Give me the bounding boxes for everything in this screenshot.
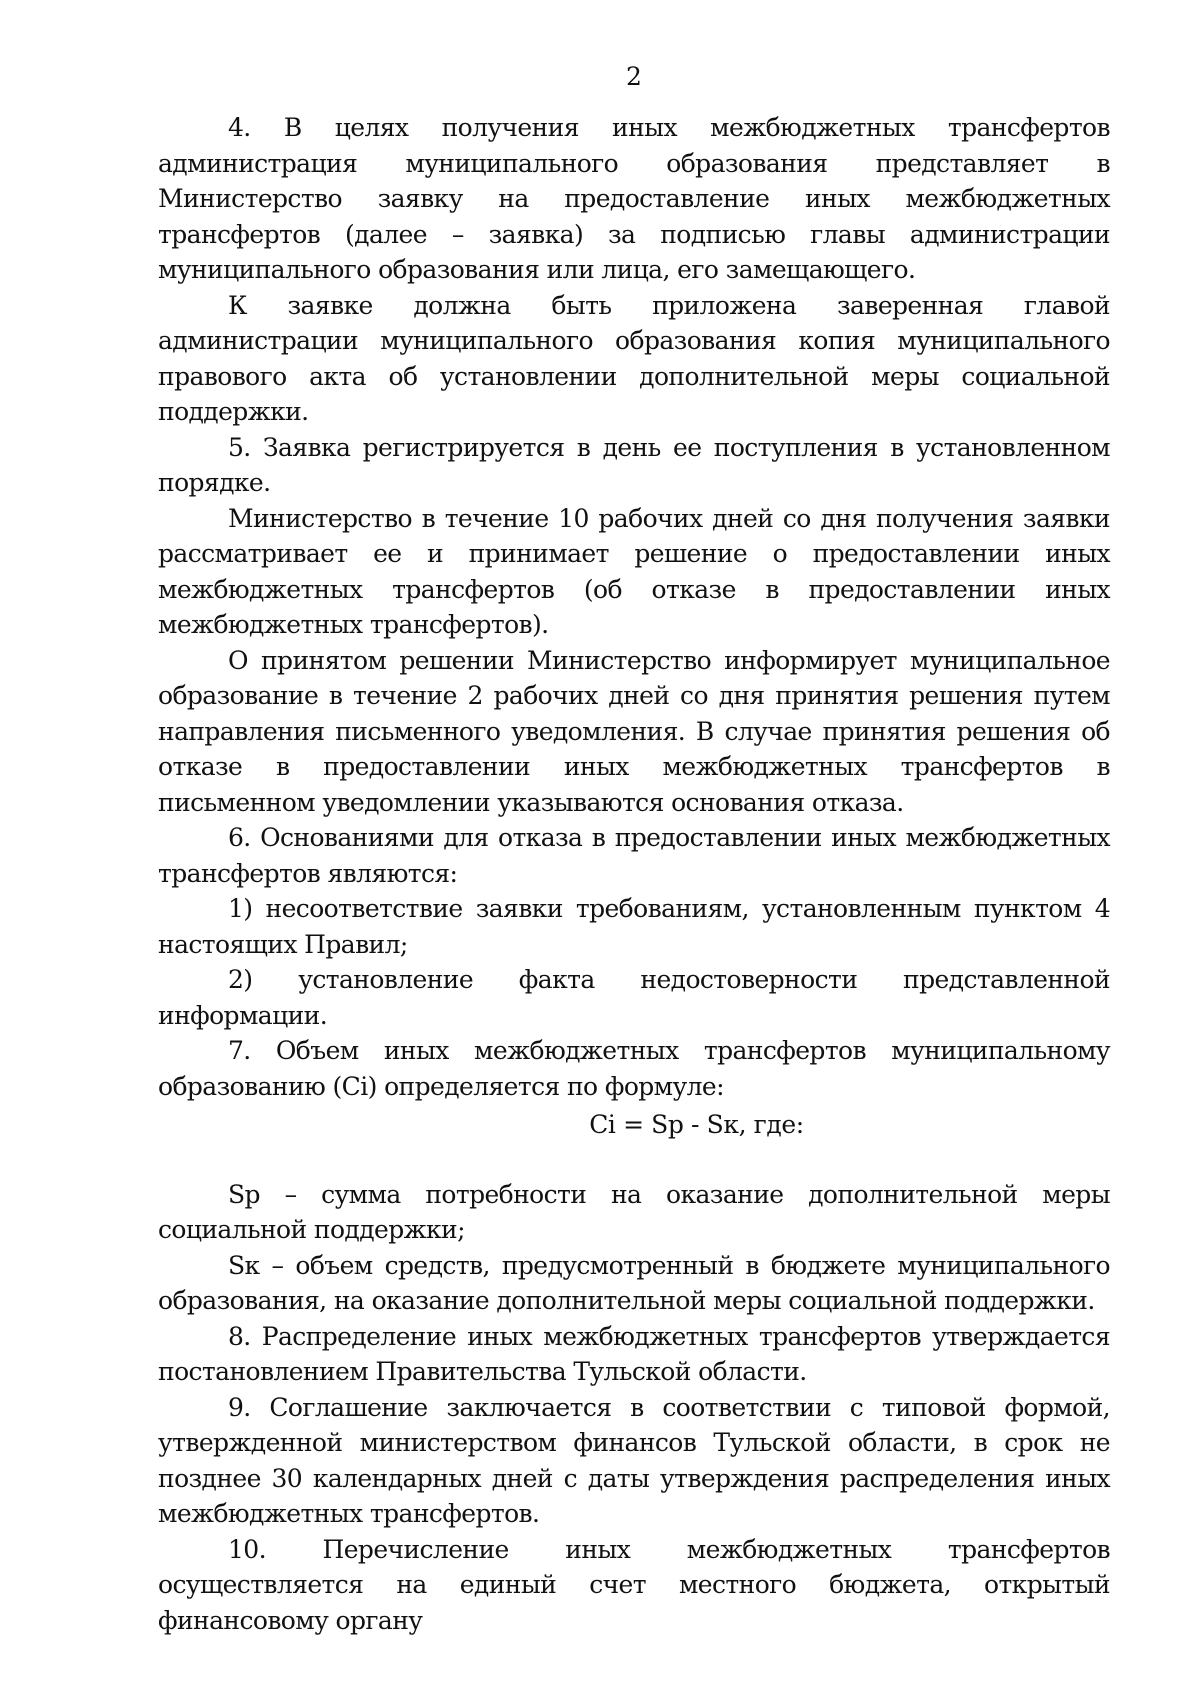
page-number: 2 bbox=[626, 62, 642, 91]
document-page bbox=[158, 62, 1110, 1638]
formula: Ci = Sp - Sк, где: bbox=[589, 1110, 804, 1139]
paragraph-10-transfer: 10. Перечисление иных межбюджетных трансфертов осуществляется на единый счет местного бюджета, открытый финансовому органу bbox=[158, 1534, 1110, 1635]
paragraph-7-volume: 7. Объем иных межбюджетных трансфертов муниципальному образованию (Ci) определяется по формуле: bbox=[158, 1036, 1110, 1101]
definition-sk: Sк – объем средств, предусмотренный в бюджете муниципального образования, на оказание дополнительной меры социальной поддержки. bbox=[158, 1250, 1110, 1315]
paragraph-8-distribution: 8. Распределение иных межбюджетных трансфертов утверждается постановлением Правительства Тульской области. bbox=[158, 1321, 1110, 1386]
paragraph-decision-notice: О принятом решении Министерство информирует муниципальное образование в течение 2 рабочих дней со дня принятия решения путем направления письменного уведомления. В случае принятия решения об отказе в предоставлении иных межбюджетных трансфертов в письменном уведомлении указываются основания отказа. bbox=[158, 645, 1110, 817]
formula-spacer bbox=[158, 1143, 1110, 1177]
paragraph-ministry-review: Министерство в течение 10 рабочих дней со дня получения заявки рассматривает ее и принимает решение о предоставлении иных межбюджетных трансфертов (об отказе в предоставлении иных межбюджетных трансфертов). bbox=[158, 503, 1110, 639]
paragraph-application-attachment: К заявке должна быть приложена заверенная главой администрации муниципального образования копия муниципального правового акта об установлении дополнительной меры социальной поддержки. bbox=[158, 290, 1110, 426]
list-item-refusal-2: 2) установление факта недостоверности представленной информации. bbox=[158, 965, 1110, 1030]
list-item-refusal-1: 1) несоответствие заявки требованиям, установленным пунктом 4 настоящих Правил; bbox=[158, 894, 1110, 959]
paragraph-5-registration: 5. Заявка регистрируется в день ее поступления в установленном порядке. bbox=[158, 432, 1110, 497]
definition-sp: Sp – сумма потребности на оказание дополнительной меры социальной поддержки; bbox=[158, 1179, 1110, 1244]
paragraph-9-agreement: 9. Соглашение заключается в соответствии с типовой формой, утвержденной министерством финансов Тульской области, в срок не позднее 30 календарных дней с даты утверждения распределения иных межбюджетных трансфертов. bbox=[158, 1392, 1110, 1528]
paragraph-6-refusal-grounds: 6. Основаниями для отказа в предоставлении иных межбюджетных трансфертов являются: bbox=[158, 823, 1110, 888]
paragraph-4-application: 4. В целях получения иных межбюджетных трансфертов администрация муниципального образования представляет в Министерство заявку на предоставление иных межбюджетных трансфертов (далее – заявка) за подписью главы администрации муниципального образования или лица, его замещающего. bbox=[158, 113, 1110, 284]
